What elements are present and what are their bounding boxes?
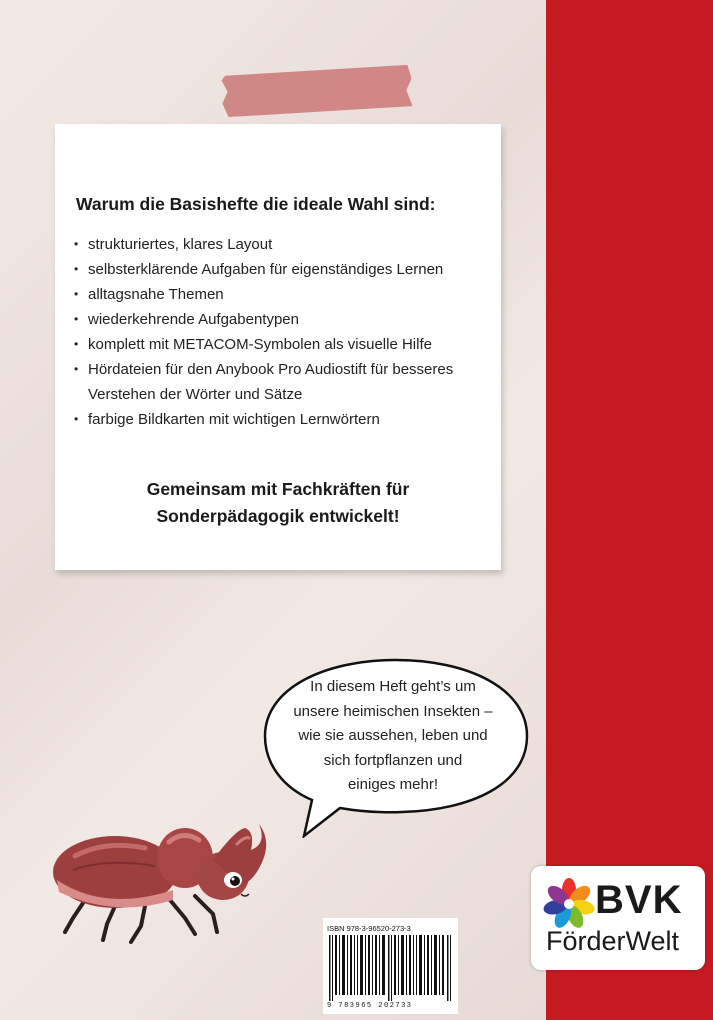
barcode-icon <box>327 935 454 1001</box>
list-item: • selbsterklärende Aufgaben für eigenständiges Lernen <box>74 257 494 282</box>
bubble-line: einiges mehr! <box>347 776 439 793</box>
list-item: • farbige Bildkarten mit wichtigen Lernwörtern <box>74 407 494 432</box>
bubble-line: unsere heimischen Insekten – <box>293 702 493 720</box>
footer-line-2: Sonderpädagogik entwickelt! <box>156 506 400 526</box>
bullet-icon: • <box>74 262 79 276</box>
list-item: • strukturiertes, klares Layout <box>74 232 494 257</box>
logo-subtitle: FörderWelt <box>546 926 680 956</box>
flower-icon <box>541 876 597 932</box>
bullet-icon: • <box>74 312 79 326</box>
list-item: • alltagsnahe Themen <box>74 282 494 307</box>
logo-brand: BVK <box>595 878 683 922</box>
publisher-logo <box>531 866 705 970</box>
note-footer <box>55 476 501 530</box>
bullet-icon: • <box>74 287 79 301</box>
info-note <box>55 124 501 570</box>
bullet-icon: • <box>74 337 79 351</box>
bullet-icon: • <box>74 362 79 376</box>
bullet-icon: • <box>74 412 79 426</box>
bubble-line: sich fortpflanzen und <box>323 751 463 769</box>
footer-line-1: Gemeinsam mit Fachkräften für <box>146 479 410 499</box>
rhinoceros-beetle-icon <box>45 800 275 950</box>
isbn-label: ISBN 978-3-96520-273-3 <box>327 924 411 933</box>
note-heading: Warum die Basishefte die ideale Wahl sind: <box>76 194 436 214</box>
bubble-line: In diesem Heft geht’s um <box>310 678 476 695</box>
speech-bubble-text <box>268 675 518 798</box>
feature-list <box>74 232 494 432</box>
list-item: • wiederkehrende Aufgabentypen <box>74 307 494 332</box>
list-item: • Hördateien für den Anybook Pro Audiostift für besseres Verstehen der Wörter und Sätze <box>74 357 494 407</box>
list-item: • komplett mit METACOM-Symbolen als visuelle Hilfe <box>74 332 494 357</box>
isbn-digits: 9 783965 202733 <box>327 1002 413 1010</box>
isbn-barcode-box <box>323 918 458 1014</box>
bubble-line: wie sie aussehen, leben und <box>298 727 488 744</box>
bullet-icon: • <box>74 237 79 251</box>
